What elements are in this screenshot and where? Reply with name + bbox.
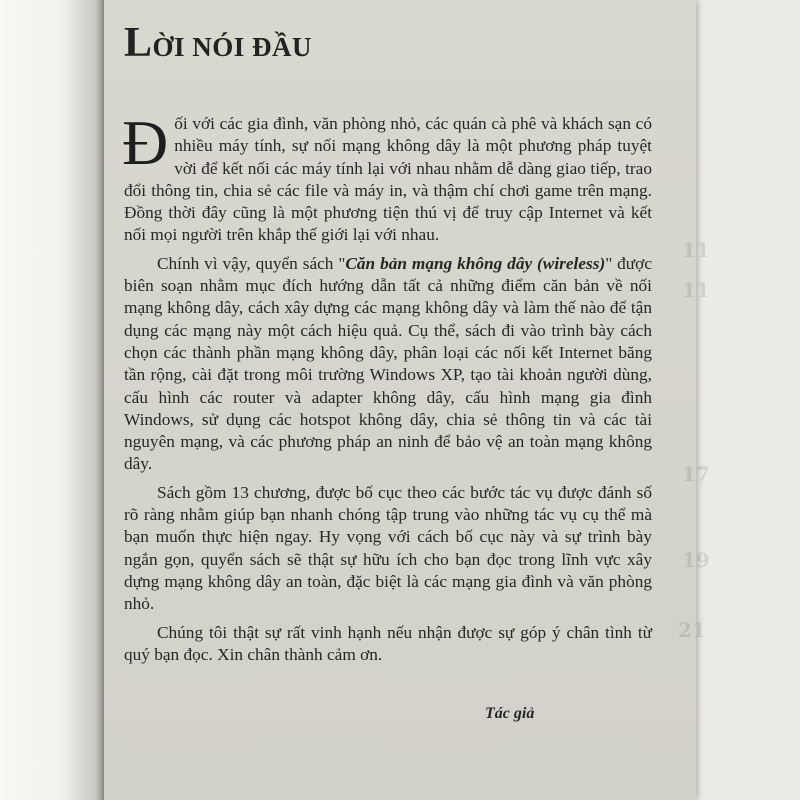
bleed-through-mark: 17: [682, 462, 710, 486]
paragraph-2-before: Chính vì vậy, quyển sách ": [157, 253, 346, 273]
paragraph-4: Chúng tôi thật sự rất vinh hạnh nếu nhận được sự góp ý chân tình từ quý bạn đọc. Xin chân thành cảm ơn.: [124, 622, 652, 664]
bleed-through-mark: 11: [682, 278, 710, 302]
title-rest: ỜI NÓI ĐẦU: [152, 32, 313, 62]
paragraph-2: [124, 253, 652, 476]
paragraph-3: Sách gồm 13 chương, được bố cục theo các bước tác vụ được đánh số rõ ràng nhằm giúp bạn nhanh chóng tập trung vào những tác vụ cụ thể mà bạn muốn thực hiện ngay. Hy vọng với cách bố cục này và sự trình bày ngắn gọn, quyển sách sẽ thật sự hữu ích cho bạn đọc trong lĩnh vực xây dựng mạng không dây an toàn, đặc biệt là các mạng gia đình và văn phòng nhỏ.: [124, 482, 652, 614]
page-title: [124, 22, 312, 64]
bleed-through-mark: 11: [682, 238, 710, 262]
paragraph-1: [122, 107, 652, 247]
bleed-through-mark: 19: [682, 548, 710, 572]
paragraph-2-after: " được biên soạn nhằm mục đích hướng dẫn tất cả những điểm căn bản về nối mạng không dây, cách xây dựng các mạng không dây và làm thế nào để tận dụng các mạng này một cách hiệu quả. Cụ thể, sách đi vào trình bày cách chọn các thành phần mạng không dây, phân loại các nối kết Internet băng tần rộng, cài đặt trong môi trường Windows XP, tạo tài khoản người dùng, cấu hình các router và adapter không dây, cấu hình mạng gia đình Windows, sử dụng các hotspot không dây, chia sẻ thông tin và các tài nguyên mạng, và các phương pháp an ninh để bảo vệ an toàn mạng không dây.: [124, 253, 652, 474]
underlying-page: [690, 0, 800, 800]
paragraph-1-text: ối với các gia đình, văn phòng nhỏ, các quán cà phê và khách sạn có nhiều máy tính, sự nối mạng không dây là một phương pháp tuyệt vời để kết nối các máy tính lại với nhau nhằm dễ dàng giao tiếp, trao đổi thông tin, chia sẻ các file và máy in, và thậm chí chơi game trên mạng. Đồng thời đây cũng là một phương tiện thú vị để truy cập Internet và kết nối mọi người trên khắp thế giới lại với nhau.: [124, 114, 652, 245]
book-spine-shadow: [0, 0, 104, 800]
author-signature: Tác giả: [485, 705, 535, 722]
drop-cap: Đ: [122, 107, 169, 178]
book-title-emphasis: Căn bản mạng không dây (wireless): [345, 253, 606, 273]
title-initial: L: [124, 20, 153, 66]
preface-body: [122, 107, 652, 672]
bleed-through-mark: 21: [678, 618, 706, 642]
